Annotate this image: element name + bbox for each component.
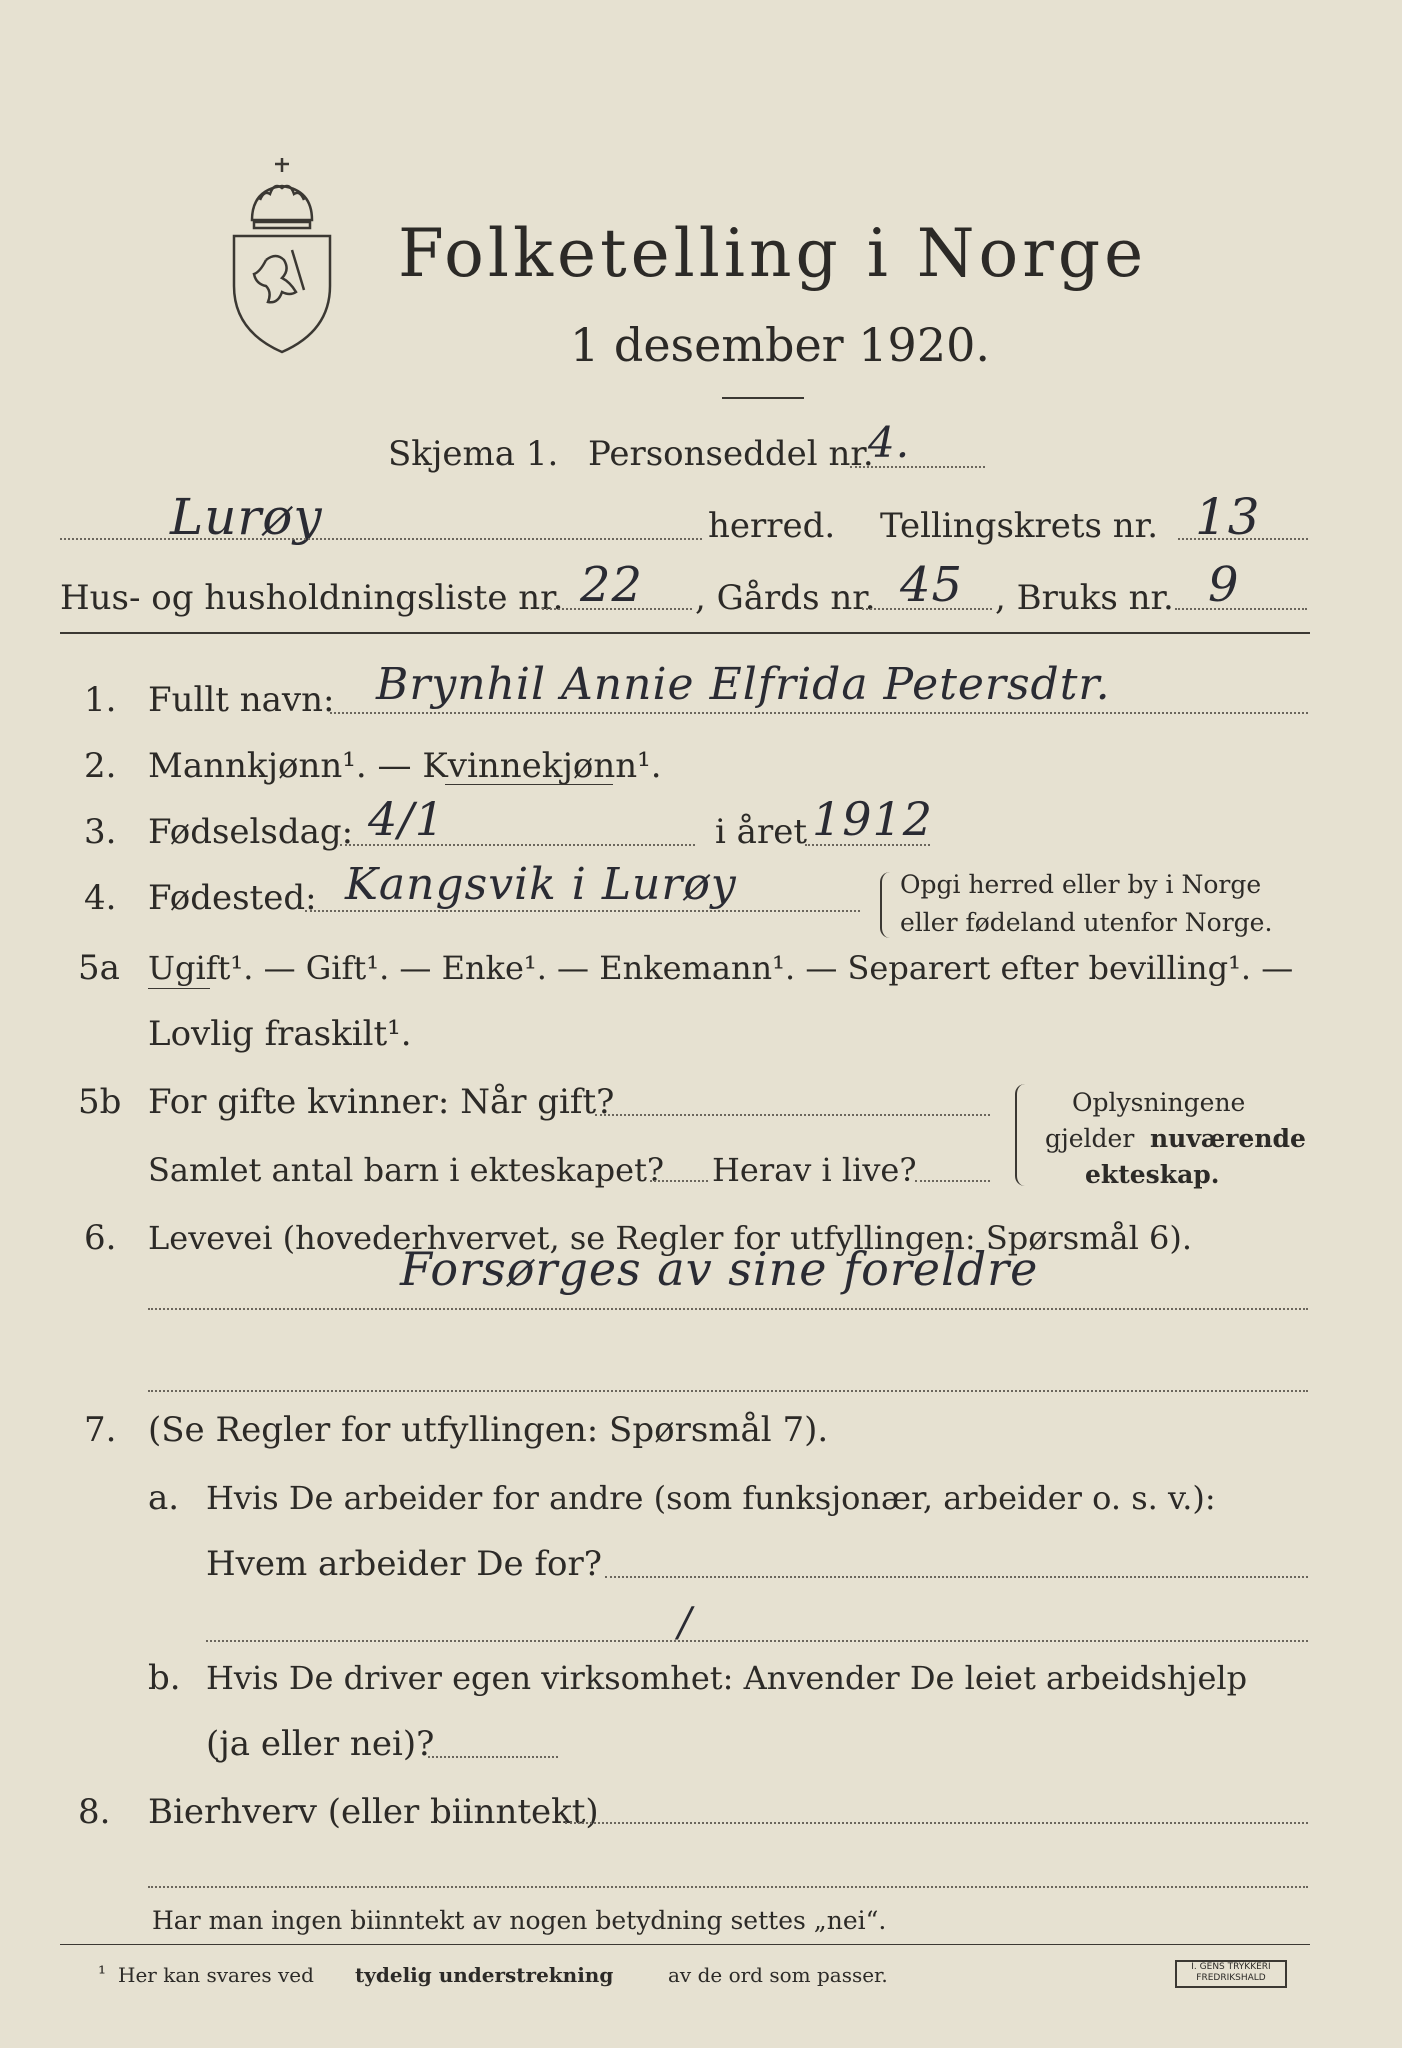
title-divider (722, 397, 804, 399)
q5b-note-line2a: gjelder (1045, 1124, 1135, 1153)
q2-underline (445, 784, 613, 785)
q3-year-value: 1912 (812, 792, 934, 846)
q8-line2 (148, 1886, 1308, 1888)
gards-line (862, 608, 992, 610)
footnote-text-b: tydelig understrekning (355, 1963, 614, 1987)
q4-line (305, 910, 860, 912)
coat-of-arms-icon (222, 150, 342, 360)
bruks-value: 9 (1208, 557, 1240, 613)
q4-note-bracket (880, 872, 892, 938)
q5b-note-line1: Oplysningene (1072, 1088, 1246, 1117)
q5b-number: 5b (78, 1082, 122, 1122)
gards-value: 45 (900, 557, 964, 613)
q3-label: Fødselsdag: (148, 812, 354, 852)
q6-line1 (148, 1308, 1308, 1310)
q1-number: 1. (84, 680, 117, 720)
q6-value: Forsørges av sine foreldre (400, 1242, 1039, 1296)
q5a-number: 5a (78, 948, 120, 988)
q8-label: Bierhverv (eller biinntekt) (148, 1792, 599, 1832)
personseddel-line (850, 466, 985, 468)
tellingskrets-label: Tellingskrets nr. (880, 506, 1159, 546)
form-title: Folketelling i Norge (398, 215, 1148, 292)
q3-line (340, 844, 695, 846)
q5b-note-bracket (1015, 1084, 1027, 1186)
q5b-note-line3: ekteskap. (1085, 1160, 1220, 1189)
q7a-line2: Hvem arbeider De for? (206, 1544, 602, 1584)
q7b-line (428, 1756, 558, 1758)
tellingskrets-value: 13 (1195, 488, 1261, 546)
footnote-number: ¹ (98, 1961, 107, 1985)
tellingskrets-line (1178, 538, 1308, 540)
herred-value: Lurøy (170, 488, 323, 546)
q2-number: 2. (84, 746, 117, 786)
herred-label: herred. (708, 506, 836, 546)
q3-year-line (805, 844, 930, 846)
q3-number: 3. (84, 812, 117, 852)
q5a-line1: Ugift¹. — Gift¹. — Enke¹. — Enkemann¹. — Separert efter bevilling¹. — (148, 949, 1294, 987)
q6-number: 6. (84, 1218, 117, 1258)
q5b-barn-line (650, 1180, 708, 1182)
q4-label: Fødested: (148, 878, 317, 918)
q1-value: Brynhil Annie Elfrida Petersdtr. (376, 659, 1111, 710)
herred-line (60, 538, 702, 540)
q4-note-line1: Opgi herred eller by i Norge (900, 870, 1262, 899)
q7b-line2: (ja eller nei)? (206, 1724, 435, 1764)
personseddel-label: Personseddel nr. (588, 434, 874, 474)
personseddel-value: 4. (868, 418, 911, 467)
printer-stamp-line2: FREDRIKSHALD (1196, 1973, 1266, 1983)
q7-number: 7. (84, 1410, 117, 1450)
q3-value: 4/1 (368, 792, 446, 846)
q7a-mark: / (678, 1600, 693, 1646)
hus-label: Hus- og husholdningsliste nr. (60, 578, 564, 618)
hus-value: 22 (580, 557, 644, 613)
footnote-text-a: Her kan svares ved (118, 1963, 314, 1987)
q7a-line-b (206, 1640, 1308, 1642)
bruks-line (1175, 608, 1307, 610)
q5b-line2a: Samlet antal barn i ekteskapet? (148, 1151, 665, 1189)
q5b-line2b: Herav i live? (712, 1151, 917, 1189)
q5b-gift-line (595, 1114, 990, 1116)
footnote-text-c: av de ord som passer. (668, 1963, 888, 1987)
hus-line (542, 608, 692, 610)
q6-line2 (148, 1390, 1308, 1392)
printer-stamp (1175, 1960, 1287, 1988)
q6-label: Levevei (hovederhvervet, se Regler for utfyllingen: Spørsmål 6). (148, 1219, 1193, 1257)
q5a-line2: Lovlig fraskilt¹. (148, 1014, 412, 1054)
q4-number: 4. (84, 878, 117, 918)
printer-stamp-line1: I. GENS TRYKKERI (1191, 1962, 1271, 1972)
header-divider (60, 632, 1310, 634)
q7b-line1: Hvis De driver egen virksomhet: Anvender De leiet arbeidshjelp (206, 1659, 1248, 1697)
q7a-line-a (605, 1576, 1308, 1578)
q5b-note-line2b: nuværende (1150, 1124, 1306, 1153)
form-date: 1 desember 1920. (570, 318, 990, 372)
q7-label: (Se Regler for utfyllingen: Spørsmål 7). (148, 1410, 829, 1450)
skjema-label: Skjema 1. (388, 434, 559, 474)
q8-number: 8. (78, 1792, 111, 1832)
q5b-live-line (915, 1180, 990, 1182)
q4-value: Kangsvik i Lurøy (345, 859, 737, 910)
q7a-letter: a. (148, 1478, 180, 1518)
q4-note-line2: eller fødeland utenfor Norge. (900, 908, 1273, 937)
gards-label: , Gårds nr. (695, 578, 876, 618)
q2-label: Mannkjønn¹. — Kvinnekjønn¹. (148, 746, 662, 786)
q1-label: Fullt navn: (148, 680, 335, 720)
q3-year-label: i året (715, 812, 807, 852)
q1-line (330, 712, 1308, 714)
q8-line1 (565, 1822, 1308, 1824)
bruks-label: , Bruks nr. (995, 578, 1174, 618)
q5a-underline (148, 988, 210, 989)
footer-divider (60, 1944, 1310, 1945)
q7b-letter: b. (148, 1658, 181, 1698)
q5b-line1: For gifte kvinner: Når gift? (148, 1082, 615, 1122)
q7a-line1: Hvis De arbeider for andre (som funksjonær, arbeider o. s. v.): (206, 1479, 1216, 1517)
footer-note: Har man ingen biinntekt av nogen betydning settes „nei“. (152, 1906, 887, 1935)
